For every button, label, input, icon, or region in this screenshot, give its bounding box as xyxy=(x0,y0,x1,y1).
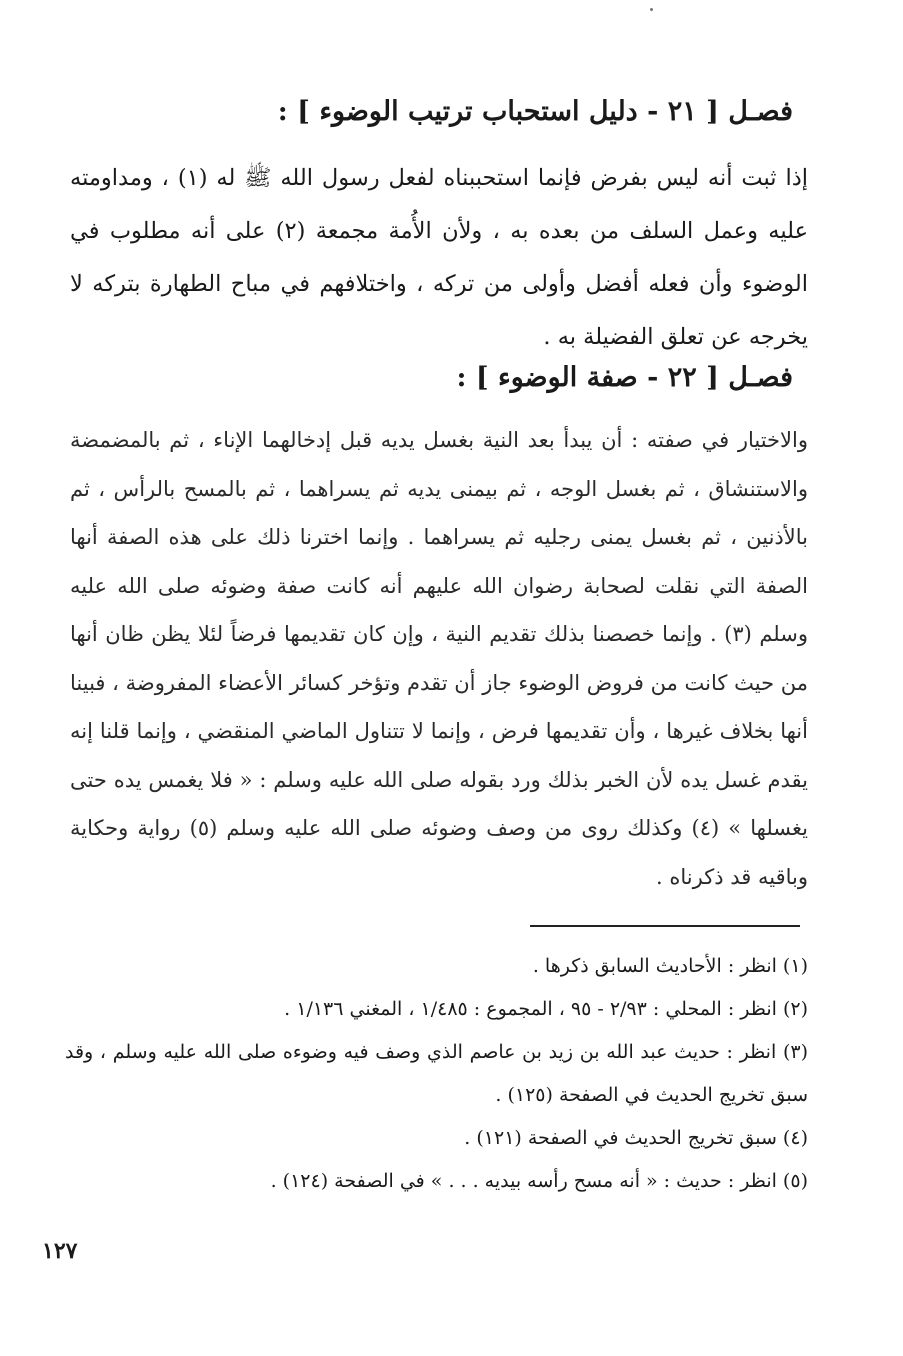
footnote-3: (٣) انظر : حديث عبد الله بن زيد بن عاصم الذي وصف فيه وضوءه صلى الله عليه وسلم ، وقد سبق تخريج الحديث في الصفحة (١٢٥) . xyxy=(65,1041,808,1106)
page-number: ١٢٧ xyxy=(42,1238,78,1264)
paragraph-21: إذا ثبت أنه ليس بفرض فإنما استحببناه لفعل رسول الله ﷺ له (١) ، ومداومته عليه وعمل السلف من بعده به ، ولأن الأُمة مجمعة (٢) على أنه مطلوب في الوضوء وأن فعله أفضل وأولى من تركه ، واختلافهم في مباح الطهارة بتركه لا يخرجه عن تعلق الفضيلة به . xyxy=(70,165,808,350)
scan-speck xyxy=(650,8,653,11)
paragraph-22: والاختيار في صفته : أن يبدأ بعد النية بغسل يديه قبل إدخالهما الإناء ، ثم بالمضمضة والاستنشاق ، ثم بغسل الوجه ، ثم بيمنى يديه ثم يسراهما ، ثم بالمسح بالرأس ، ثم بالأذنين ، ثم بغسل يمنى رجليه ثم يسراهما . وإنما اخترنا ذلك على هذه الصفة أنها الصفة التي نقلت لصحابة رضوان الله عليهم أنه كانت صفة وضوئه صلى الله عليه وسلم (٣) . وإنما خصصنا بذلك تقديم النية ، وإن كان تقديمها فرضاً لئلا يظن ظان أنها من حيث كانت من فروض الوضوء جاز أن تقدم وتؤخر كسائر الأعضاء المفروضة ، فبينا أنها بخلاف غيرها ، وأن تقديمها فرض ، وإنما لا تتناول الماضي المنقضي ، وإنما قلنا إنه يقدم غسل يده لأن الخبر بذلك ورد بقوله صلى الله عليه وسلم : « فلا يغمس يده حتى يغسلها » (٤) وكذلك روى من وصف وضوئه صلى الله عليه وسلم (٥) رواية وحكاية وباقيه قد ذكرناه . xyxy=(70,428,808,889)
section-heading-21: فصـل [ ٢١ - دليل استحباب ترتيب الوضوء ] : xyxy=(277,96,793,127)
footnote-5: (٥) انظر : حديث : « أنه مسح رأسه بيديه . . . » في الصفحة (١٢٤) . xyxy=(270,1170,808,1192)
section-heading-22: فصـل [ ٢٢ - صفة الوضوء ] : xyxy=(456,362,793,393)
footnote-divider xyxy=(530,925,800,927)
footnote-4: (٤) سبق تخريج الحديث في الصفحة (١٢١) . xyxy=(464,1127,808,1149)
footnotes xyxy=(65,945,808,1203)
footnote-1: (١) انظر : الأحاديث السابق ذكرها . xyxy=(532,955,808,977)
footnote-2: (٢) انظر : المحلي : ٢/٩٣ - ٩٥ ، المجموع : ١/٤٨٥ ، المغني ١/١٣٦ . xyxy=(284,998,808,1020)
